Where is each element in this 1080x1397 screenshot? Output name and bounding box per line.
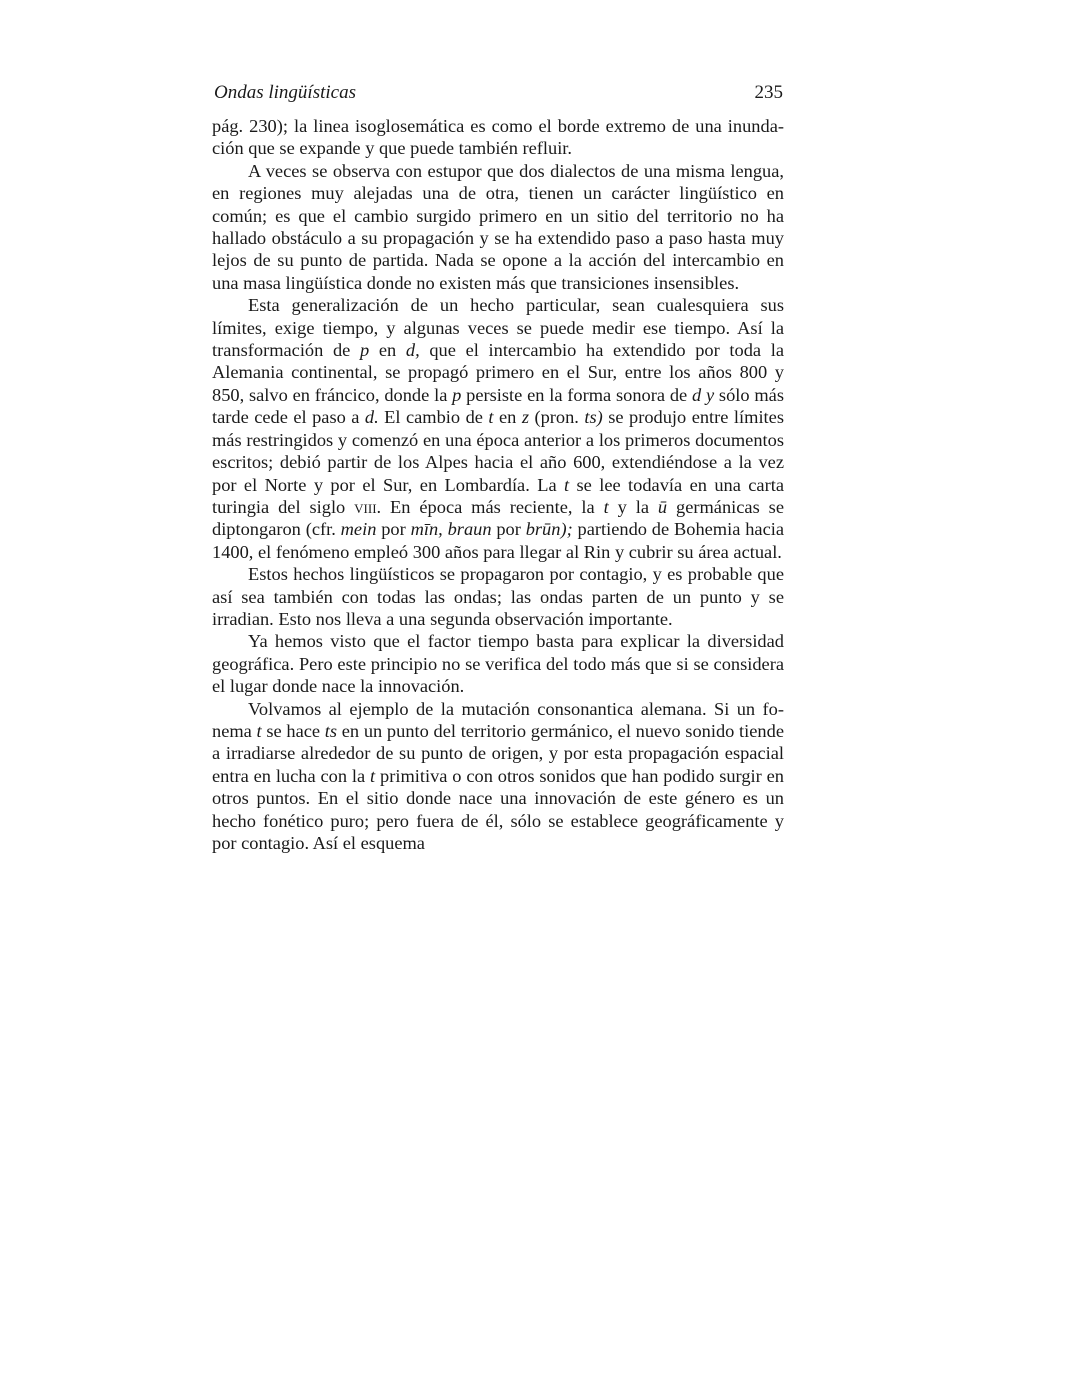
text-run: d.: [364, 407, 379, 428]
text-run: primitiva o con otros sonidos que han podido surgir en otros puntos. En el sitio donde nace una innovación de este género es un hecho fonético puro; pero fuera de él, sólo se establece geográficamente y por contagio. Así el esquema: [212, 765, 784, 853]
text-run: ts): [584, 407, 603, 428]
text-run: y la: [608, 496, 658, 517]
text-run: por: [376, 519, 411, 540]
paragraph-p6: [212, 698, 784, 855]
text-run: pág. 230); la linea isoglosemática es como el borde extremo de una inundación que se expande y que puede también refluir.: [212, 116, 784, 159]
text-run: t: [603, 496, 609, 517]
book-page: [212, 80, 784, 854]
paragraph-p4: [212, 563, 784, 630]
text-run: Volvamos al ejemplo de la mutación consonantica alemana. Si un fonema: [212, 698, 784, 741]
text-run: se produjo entre límites más restringidos y comenzó en una época anterior a los primeros documentos escritos; debió partir de los Alpes hacia el año 600, extendiéndose a la vez por el Norte y por el Sur, en Lombardía. La: [212, 407, 784, 495]
text-run: d,: [405, 340, 420, 361]
text-run: ū: [657, 496, 668, 517]
running-title: Ondas lingüísticas: [214, 82, 356, 103]
body-text: [212, 115, 784, 854]
text-run: se lee todavía en una carta turingia del siglo: [212, 474, 784, 517]
text-run: t: [256, 720, 262, 741]
text-run: Ya hemos visto que el factor tiempo basta para explicar la diversidad geográfica. Pero este principio no se verifica del todo más que si se considera el lugar donde nace la innovación.: [212, 631, 784, 697]
text-run: . En época más reciente, la: [376, 496, 604, 517]
text-run: partiendo de Bohemia hacia 1400, el fenómeno empleó 300 años para llegar al Rin y cubrir su área actual.: [212, 519, 785, 562]
text-run: A veces se observa con estupor que dos dialectos de una misma lengua, en regiones muy alejadas una de otra, tienen un carácter lingüístico en común; es que el cambio surgido primero en un sitio del territorio no ha hallado obstáculo a su propagación y se ha extendido paso a paso hasta muy lejos de su punto de partida. Nada se opone a la acción del intercambio en una masa lingüística donde no existen más que transiciones insensibles.: [212, 160, 784, 293]
text-run: t: [488, 407, 494, 428]
text-run: mein: [340, 519, 377, 540]
text-run: mīn, braun: [410, 519, 492, 540]
paragraph-p3: [212, 294, 784, 563]
page-header: [212, 80, 784, 106]
text-run: Esta generalización de un hecho particular, sean cualesquiera sus límites, exige tiempo, y algunas veces se puede medir ese tiempo. Así la transformación de: [212, 295, 784, 361]
text-run: sólo más tarde cede el paso a: [212, 384, 784, 428]
text-run: germánicas se diptongaron (cfr.: [212, 496, 784, 540]
text-run: p: [360, 340, 370, 361]
text-run: d y: [691, 384, 715, 405]
text-run: que el intercambio ha extendido por toda la Alemania continental, se propagó primero en el Sur, entre los años 800 y 850, salvo en fráncico, donde la: [212, 340, 784, 405]
text-run: Estos hechos lingüísticos se propagaron por contagio, y es probable que así sea también con todas las ondas; las ondas parten de un punto y se irradian. Esto nos lleva a una segunda observación importante.: [212, 564, 784, 629]
text-run: p: [452, 384, 462, 405]
paragraph-p2: [212, 160, 784, 294]
text-run: en: [493, 407, 522, 428]
text-run: por: [491, 519, 526, 540]
text-run: z: [521, 407, 529, 428]
text-run: El cambio de: [378, 407, 489, 428]
text-run: persiste en la forma sonora de: [461, 384, 692, 405]
text-run: (pron.: [529, 407, 585, 428]
text-run: t: [370, 765, 376, 786]
text-run: viii: [354, 496, 377, 517]
text-run: en: [369, 340, 406, 361]
text-run: en un punto del territorio germánico, el nuevo sonido tiende a irradiarse alrededor de su punto de origen, y por esta propagación espacial entra en lucha con la: [212, 720, 784, 786]
text-run: t: [564, 474, 570, 495]
paragraph-p1: [212, 115, 784, 160]
page-number: 235: [754, 82, 783, 103]
text-run: ts: [324, 720, 338, 741]
paragraph-p5: [212, 630, 784, 697]
text-run: se hace: [261, 720, 325, 741]
text-run: brūn);: [525, 519, 573, 540]
